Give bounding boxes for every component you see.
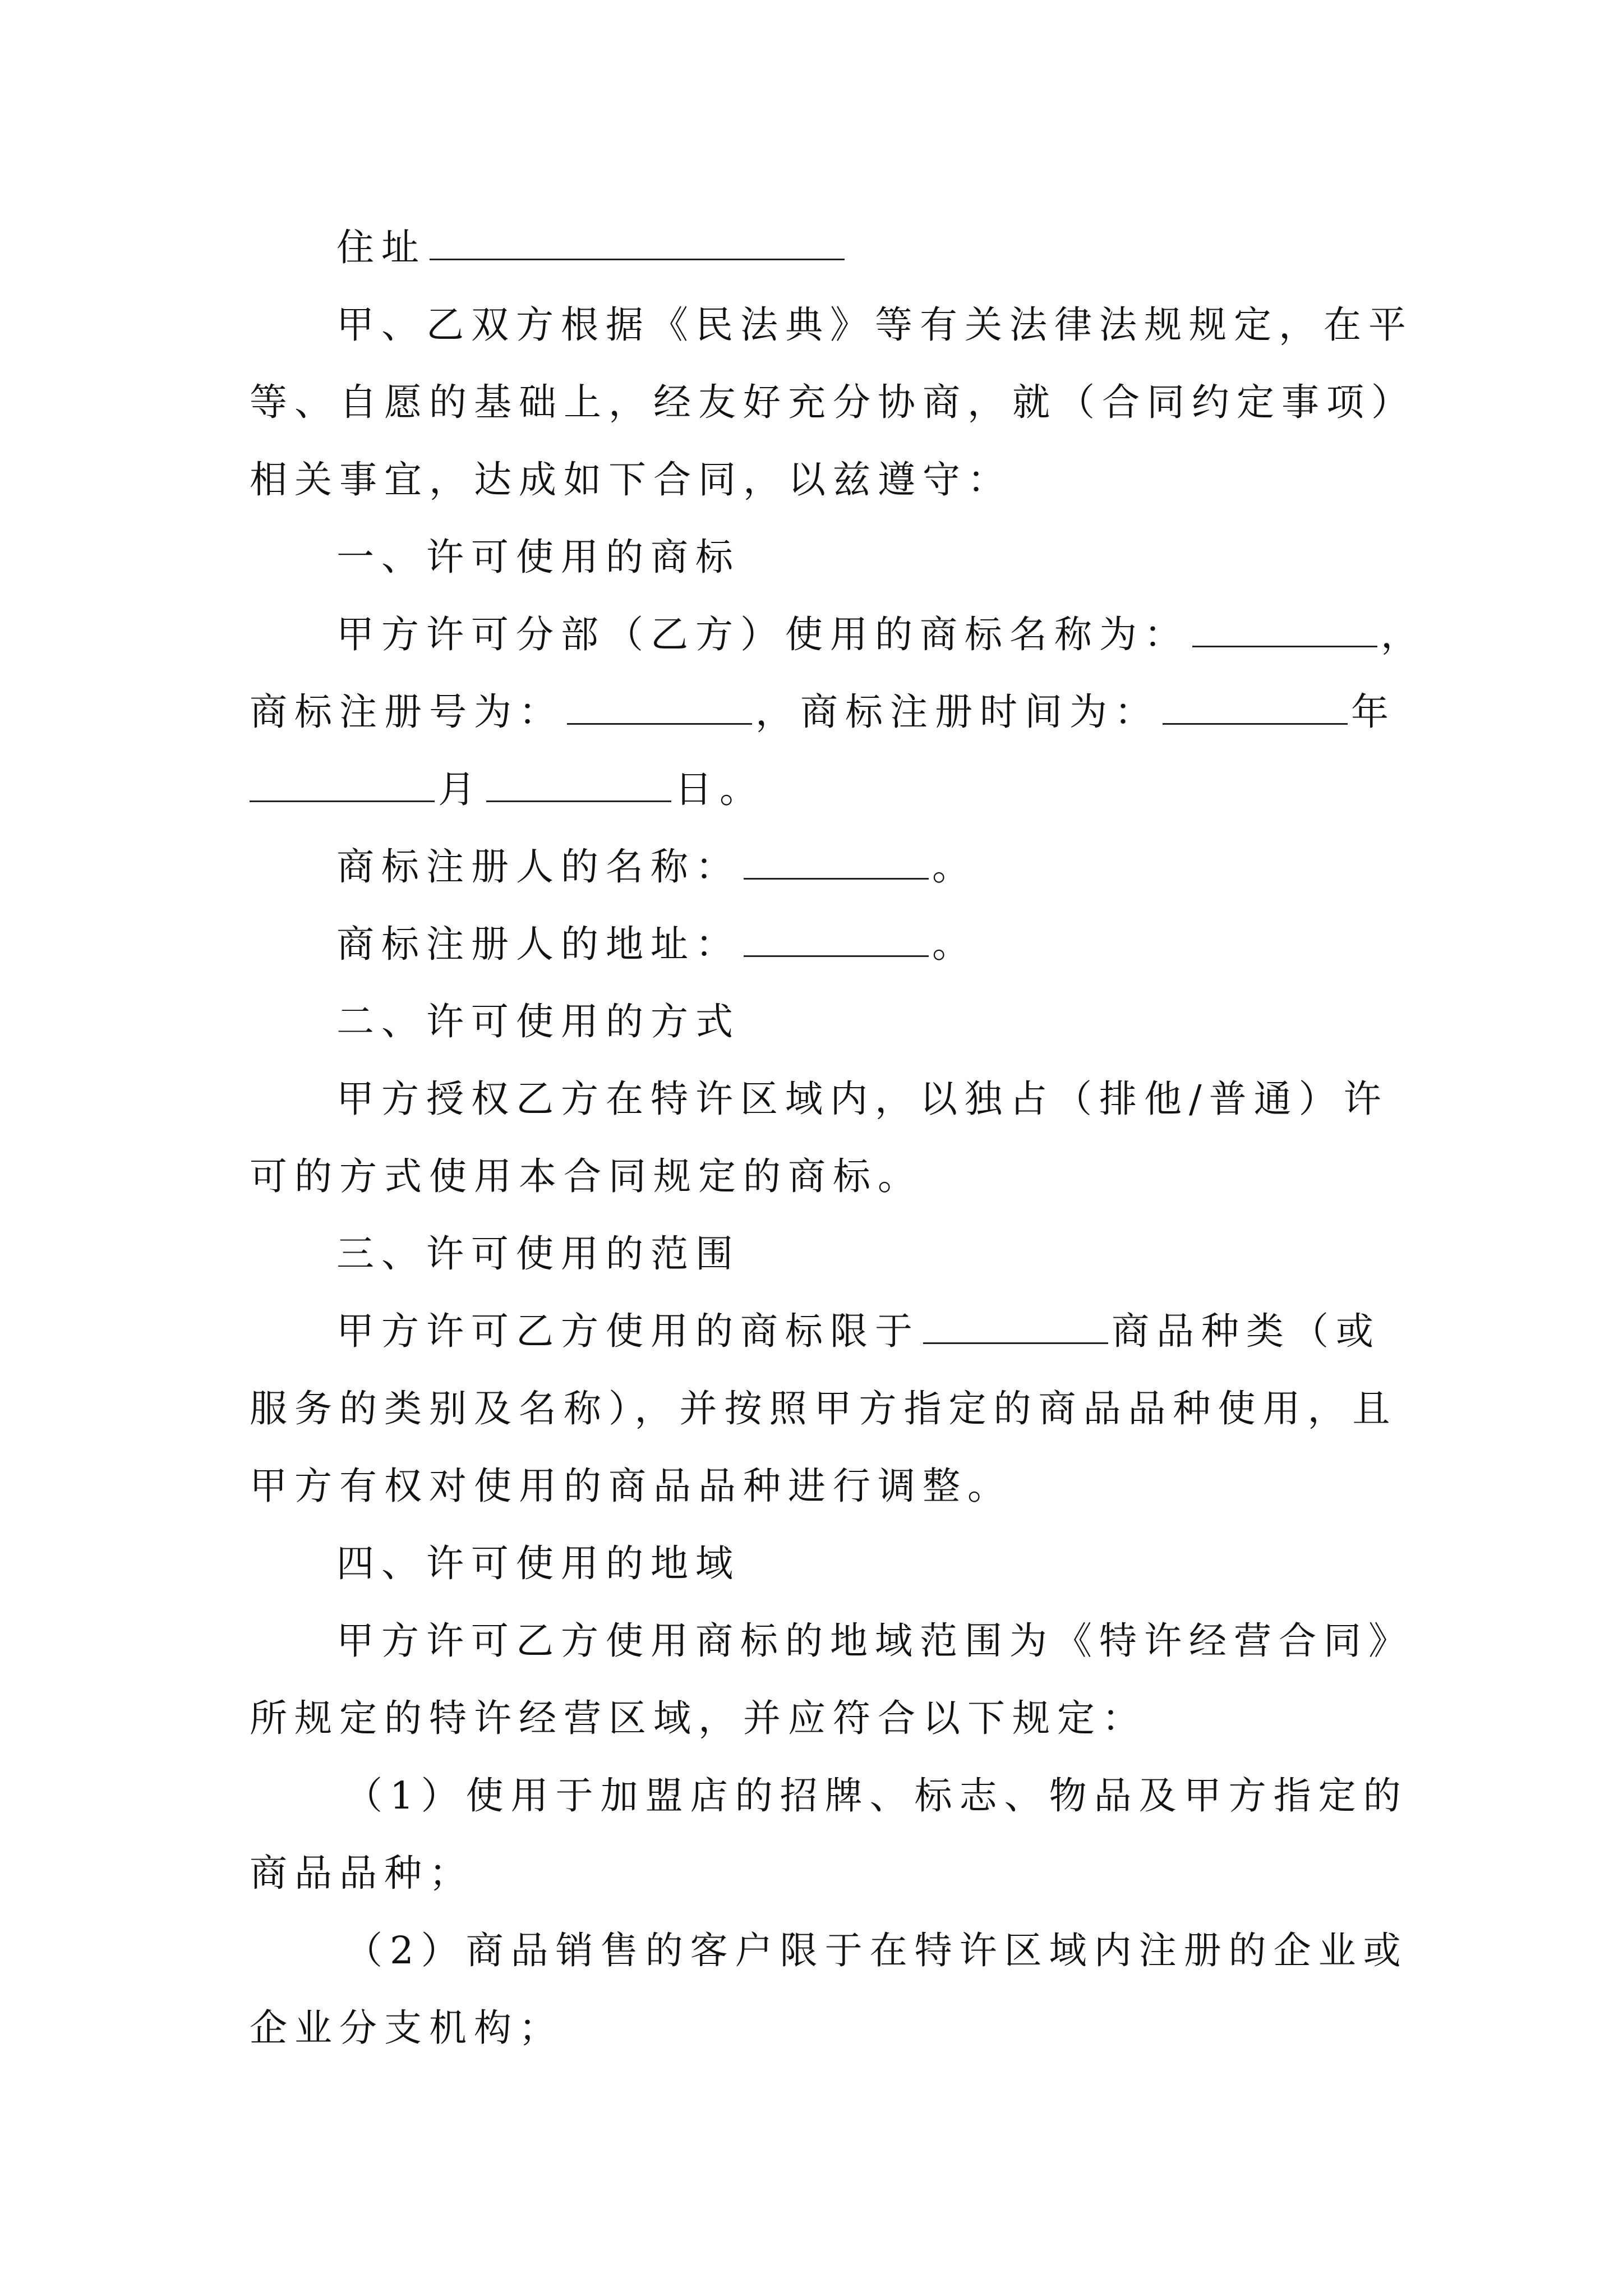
month-label: 月: [438, 767, 483, 811]
year-label: 年: [1351, 690, 1396, 734]
trademark-name-suffix: ，: [1381, 613, 1426, 656]
section3-line-2: 服务的类别及名称），并按照甲方指定的商品品种使用，且: [250, 1387, 1398, 1430]
preamble-line-2: 等、自愿的基础上，经友好充分协商，就（合同约定事项）: [250, 380, 1416, 424]
registrant-name-label: 商标注册人的名称：: [336, 845, 740, 889]
registration-day-blank: [486, 766, 671, 802]
registrant-name-suffix: 。: [932, 845, 977, 889]
address-blank: [430, 224, 845, 260]
registration-number-label: 商标注册号为：: [250, 690, 564, 734]
section1-heading: 一、许可使用的商标: [336, 535, 740, 579]
address-label: 住址: [336, 226, 426, 269]
document-body: [250, 209, 1426, 2067]
registration-date-line: [250, 751, 1388, 828]
section2-heading: 二、许可使用的方式: [336, 1000, 740, 1043]
section4-item2-line-2: 企业分支机构；: [250, 2006, 564, 2050]
section2-line-1: 甲方授权乙方在特许区域内，以独占（排他/普通）许: [336, 1077, 1389, 1121]
trademark-name-label: 甲方许可分部（乙方）使用的商标名称为：: [336, 613, 1189, 656]
section4-item1-line-2: 商品品种；: [250, 1851, 474, 1895]
goods-category-blank: [923, 1308, 1108, 1344]
registrant-address-blank: [744, 921, 929, 957]
registrant-name-line: [250, 828, 1388, 905]
scope-suffix: 商品种类（或: [1112, 1309, 1381, 1353]
section4-heading: 四、许可使用的地域: [336, 1542, 740, 1585]
registration-date-label: ，商标注册时间为：: [755, 690, 1159, 734]
section4-line-2: 所规定的特许经营区域，并应符合以下规定：: [250, 1696, 1147, 1740]
section3-line-1: [250, 1292, 1388, 1370]
registration-month-blank: [250, 766, 435, 802]
registration-year-blank: [1163, 688, 1348, 725]
preamble-line-3: 相关事宜，达成如下合同，以兹遵守：: [250, 458, 1012, 501]
preamble-line-1: 甲、乙双方根据《民法典》等有关法律法规规定，在平: [336, 303, 1413, 347]
section2-line-2: 可的方式使用本合同规定的商标。: [250, 1154, 923, 1198]
address-line: [250, 209, 1388, 286]
registrant-address-suffix: 。: [932, 922, 977, 966]
registration-line: [250, 673, 1396, 751]
registration-number-blank: [567, 688, 752, 725]
trademark-name-line: [250, 596, 1426, 673]
section4-item2-line-1: （2）商品销售的客户限于在特许区域内注册的企业或: [345, 1929, 1408, 1972]
section4-item1-line-1: （1）使用于加盟店的招牌、标志、物品及甲方指定的: [345, 1774, 1408, 1818]
registrant-name-blank: [744, 843, 929, 880]
scope-label: 甲方许可乙方使用的商标限于: [336, 1309, 920, 1353]
registrant-address-label: 商标注册人的地址：: [336, 922, 740, 966]
day-label: 日。: [675, 767, 764, 811]
registrant-address-line: [250, 905, 1388, 983]
section3-heading: 三、许可使用的范围: [336, 1232, 740, 1276]
trademark-name-blank: [1192, 611, 1377, 647]
section4-line-1: 甲方许可乙方使用商标的地域范围为《特许经营合同》: [336, 1619, 1413, 1663]
section3-line-3: 甲方有权对使用的商品品种进行调整。: [250, 1464, 1012, 1508]
